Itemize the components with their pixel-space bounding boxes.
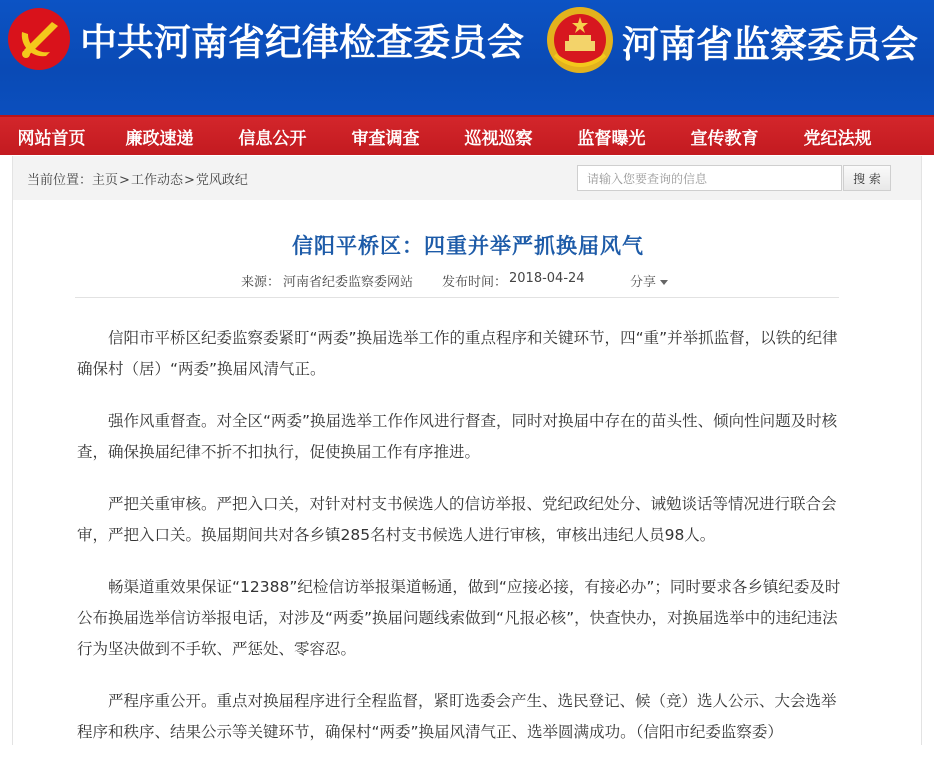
- breadcrumb-separator: >: [183, 172, 195, 188]
- nav-item-news[interactable]: 廉政速递: [125, 128, 194, 149]
- nav-item-inspection[interactable]: 巡视巡察: [464, 128, 533, 149]
- nav-item-info[interactable]: 信息公开: [238, 128, 307, 149]
- header-left: [6, 6, 524, 72]
- site-header: [0, 0, 934, 115]
- source-label: 来源：: [241, 275, 281, 290]
- nav-item-exposure[interactable]: 监督曝光: [577, 128, 646, 149]
- nav-item-education[interactable]: 宣传教育: [690, 128, 759, 149]
- share-button[interactable]: [630, 271, 668, 290]
- breadcrumb-separator: >: [119, 172, 130, 188]
- breadcrumb-link-party-style[interactable]: 党风政纪: [195, 172, 248, 188]
- breadcrumb-bar: [12, 156, 922, 200]
- publish-time-label: 发布时间：: [442, 275, 508, 290]
- nav-item-review[interactable]: 审查调查: [351, 128, 420, 149]
- breadcrumb-link-home[interactable]: 主页: [92, 172, 119, 188]
- breadcrumb-label: 当前位置：: [27, 172, 93, 188]
- article-paragraph: 严程序重公开。重点对换届程序进行全程监督，紧盯选委会产生、选民登记、候（竞）选人公示、大会选举程序和秩序、结果公示等关键环节，确保村“两委”换届风清气正、选举圆满成功。（信阳市纪委监察委）: [77, 692, 837, 741]
- breadcrumb-link-work-news[interactable]: 工作动态: [130, 172, 183, 188]
- share-label: 分享: [630, 275, 657, 290]
- search-input[interactable]: 请输入您要查询的信息: [577, 165, 842, 191]
- source-value: 河南省纪委监察委网站: [283, 275, 414, 290]
- header-title-right: 河南省监察委员会: [622, 23, 918, 66]
- nav-item-home[interactable]: 网站首页: [17, 128, 86, 149]
- article-container: [12, 200, 922, 745]
- article-body: [77, 323, 849, 769]
- party-emblem-icon: [6, 6, 72, 72]
- main-nav: [0, 115, 934, 155]
- header-title-left: 中共河南省纪律检查委员会: [80, 21, 524, 64]
- meta-divider: [75, 297, 839, 298]
- national-emblem-icon: [545, 5, 615, 75]
- article-paragraph: 信阳市平桥区纪委监察委紧盯“两委”换届选举工作的重点程序和关键环节，四“重”并举抓监督，以铁的纪律确保村（居）“两委”换届风清气正。: [77, 329, 838, 378]
- chevron-down-icon: [660, 280, 668, 285]
- breadcrumb: [27, 169, 248, 188]
- article-title: 信阳平桥区：四重并举严抓换届风气: [292, 234, 644, 258]
- nav-item-regulations[interactable]: 党纪法规: [803, 128, 872, 149]
- publish-time-value: 2018-04-24: [509, 271, 585, 286]
- article-paragraph: 强作风重督查。对全区“两委”换届选举工作作风进行督查，同时对换届中存在的苗头性、倾向性问题及时核查，确保换届纪律不折不扣执行，促使换届工作有序推进。: [77, 412, 838, 461]
- article-paragraph: 严把关重审核。严把入口关，对针对村支书候选人的信访举报、党纪政纪处分、诫勉谈话等情况进行联合会审，严把入口关。换届期间共对各乡镇285名村支书候选人进行审核，审核出违纪人员98人。: [77, 495, 837, 544]
- search-button[interactable]: 搜 索: [843, 165, 891, 191]
- article-paragraph: 畅渠道重效果保证“12388”纪检信访举报渠道畅通，做到“应接必接，有接必办”；同时要求各乡镇纪委及时公布换届选举信访举报电话，对涉及“两委”换届问题线索做到“凡报必核”，快查快办，对换届选举中的违纪违法行为坚决做到不手软、严惩处、零容忍。: [77, 578, 841, 658]
